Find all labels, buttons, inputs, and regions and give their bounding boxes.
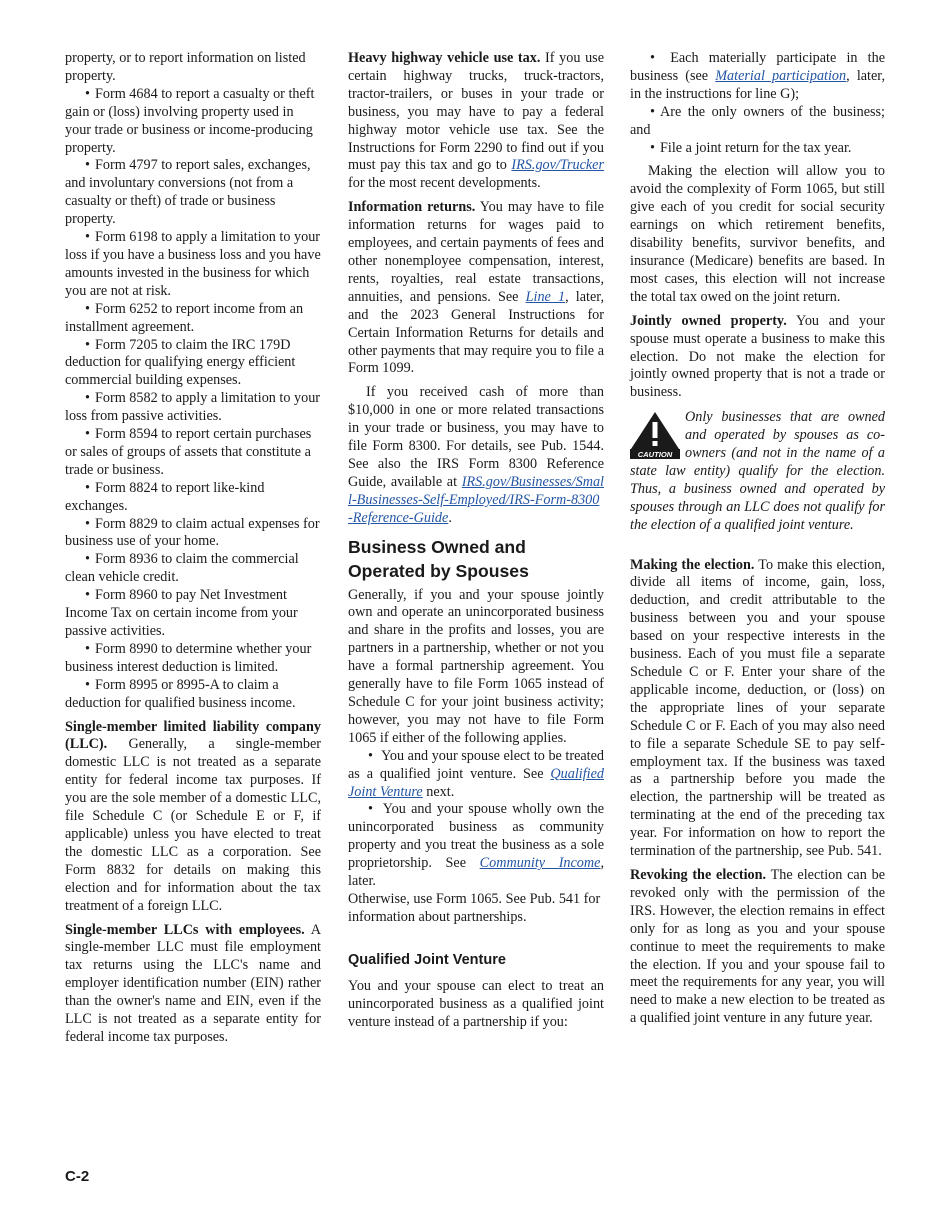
line-1-link[interactable]: Line 1 — [525, 288, 566, 305]
community-income-link[interactable]: Community Income — [479, 855, 601, 872]
list-item: • Form 4797 to report sales, exchanges, and involuntary conversions (not from a casualty or theft) of trade or business property. — [65, 157, 321, 229]
form-8300-guide-link[interactable]: IRS.gov/Businesses/Small-Businesses-Self-Employed/IRS-Form-8300-Reference-Guide — [348, 473, 604, 526]
irs-trucker-link[interactable]: IRS.gov/Trucker — [511, 157, 604, 174]
subsection-heading-qjv: Qualified Joint Venture — [348, 951, 506, 968]
list-item: • Form 8960 to pay Net Investment Income Tax on certain income from your passive activities. — [65, 587, 321, 641]
information-returns-paragraph — [348, 199, 604, 378]
list-item-text: You and your spouse elect to be treated as a qualified joint venture. See — [348, 747, 604, 782]
list-item: • Form 8582 to apply a limitation to your loss from passive activities. — [65, 390, 321, 426]
qjv-paragraph: You and your spouse can elect to treat an unincorporated business as a qualified joint venture instead of a partnership if you: — [348, 977, 604, 1030]
highway-tax-label: Heavy highway vehicle use tax. — [348, 50, 541, 66]
cash-paragraph — [348, 384, 604, 527]
caution-icon-label: CAUTION — [637, 450, 673, 460]
list-item — [348, 801, 604, 891]
llc-employees-text: A single-member LLC must file employment tax returns using the LLC's name and employer identification number (EIN) rather than the owner's name and EIN, even if the LLC is not treated as a separate entity for federal income tax purposes. — [65, 921, 322, 1045]
column-middle — [348, 50, 604, 1038]
making-election-paragraph — [630, 557, 885, 861]
llc-employees-label: Single-member LLCs with employees. — [65, 921, 305, 938]
spouses-paragraph: Generally, if you and your spouse jointly own and operate an unincorporated business and share in the profits and losses, you are partners in a partnership, whether or not you have a formal partnership agreement. You generally have to file Form 1065 instead of Schedule C for your joint business activity; however, you may not have to file Form 1065 if either of the following applies. — [348, 586, 604, 746]
list-item: • Form 7205 to claim the IRC 179D deduction for qualifying energy efficient commercial building expenses. — [65, 337, 321, 391]
llc-text: Generally, a single-member domestic LLC is not treated as a separate entity for federal income tax purposes. If you are the sole member of a domestic LLC, file Schedule C (or Schedule E or F, if applicable) unless you have elected to treat the domestic LLC as a corporation. See Form 8832 for details on making this election and for information about the tax treatment of a foreign LLC. — [65, 736, 322, 914]
revoking-election-label: Revoking the election. — [630, 866, 767, 883]
otherwise-paragraph: Otherwise, use Form 1065. See Pub. 541 for information about partnerships. — [348, 890, 601, 925]
information-returns-label: Information returns. — [348, 199, 476, 216]
llc-employees-paragraph — [65, 922, 321, 1047]
list-item — [630, 50, 885, 104]
list-item: • Form 6198 to apply a limitation to your loss if you have a business loss and you have amounts invested in the business for which you are not at risk. — [65, 229, 321, 301]
list-item-text: Each materially participate in the business (see — [630, 50, 886, 84]
making-election-text: To make this election, divide all items of income, gain, loss, deduction, and credit attributable to the business between you and your spouse based on your respective interests in the business. Each of you must file a separate Schedule C or F. Enter your share of the applicable income, deduction, or (loss) on the appropriate lines of your separate Schedule C or F. Each of you may also need to file a separate Schedule SE to pay self-employment tax. If the business was taxed as a partnership before you made the election, the partnership will be treated as terminating at the end of the preceding tax year. For information on how to report the termination of the partnership, see Pub. 541. — [630, 556, 885, 860]
section-heading-spouses: Business Owned and Operated by Spouses — [348, 536, 529, 581]
llc-label: Single-member limited liability company (LLC). — [65, 718, 321, 753]
information-returns-text-end: , later, and the 2023 General Instructions for Certain Information Returns for details and other payments that may require you to file a Form 1099. — [348, 288, 604, 377]
highway-tax-text: If you use certain highway trucks, truck-tractors, tractor-trailers, or buses in your trade or business, you may have to pay a federal highway motor vehicle use tax. See the Instructions for Form 2290 to find out if you must pay this tax and go to — [348, 50, 604, 174]
list-item — [348, 748, 604, 802]
list-item: • Form 8936 to claim the commercial clean vehicle credit. — [65, 551, 321, 587]
page-number: C-2 — [65, 1168, 90, 1185]
list-item: • Form 4684 to report a casualty or theft gain or (loss) involving property used in your trade or business or income-producing property. — [65, 86, 321, 158]
revoking-election-text: The election can be revoked only with the permission of the IRS. However, the election remains in effect only for as long as you and your spouse continue to meet the requirements to make the election. If you and your spouse fail to meet the requirements for any year, you will need to make a new election to be treated as a qualified joint venture in any future year. — [630, 866, 885, 1027]
jointly-owned-label: Jointly owned property. — [630, 312, 787, 329]
making-election-label: Making the election. — [630, 556, 755, 573]
intro-text: property, or to report information on listed property. — [65, 50, 306, 84]
information-returns-text: You may have to file information returns for wages paid to employees, and certain payments of fees and other nonemployee compensation, interest, rents, royalties, real estate transactions, annuities, and pensions. See — [348, 199, 604, 305]
list-item-text-end: next. — [426, 783, 455, 800]
column-right — [630, 50, 885, 1034]
list-item: • Form 8594 to report certain purchases or sales of groups of assets that constitute a trade or business. — [65, 426, 321, 480]
caution-note — [630, 409, 885, 534]
list-item: • Form 8995 or 8995-A to claim a deduction for qualified business income. — [65, 677, 321, 713]
highway-tax-paragraph — [348, 50, 604, 193]
list-item-text-end: , later. — [348, 855, 604, 890]
material-participation-link[interactable]: Material participation — [715, 67, 847, 84]
cash-text: If you received cash of more than $10,000 in one or more related transactions in your trade or business, you may have to file Form 8300. For details, see Pub. 1544. See also the IRS Form 8300 Reference Guide, available at — [348, 384, 604, 490]
election-benefits-paragraph: Making the election will allow you to avoid the complexity of Form 1065, but still give each of you credit for social security earnings on which retirement benefits, disability benefits, survivor benefits, and insurance (Medicare) benefits are based. In most cases, this election will not increase the total tax owed on the joint return. — [630, 163, 885, 305]
revoking-election-paragraph — [630, 867, 885, 1028]
column-left — [65, 50, 321, 1053]
list-item: • Form 6252 to report income from an installment agreement. — [65, 301, 321, 337]
list-item: • Form 8829 to claim actual expenses for business use of your home. — [65, 516, 321, 552]
list-item: • Form 8990 to determine whether your business interest deduction is limited. — [65, 641, 321, 677]
list-item: • File a joint return for the tax year. — [630, 140, 885, 158]
caution-text: Only businesses that are owned and operated by spouses as co-owners (and not in the name of a state law entity) qualify for the election. Thus, a business owned and operated by spouses through an LLC does not qualify for the election of a qualified joint venture. — [630, 409, 885, 533]
list-item: • Are the only owners of the business; and — [630, 104, 885, 140]
jointly-owned-paragraph — [630, 313, 885, 403]
highway-tax-text-end: for the most recent developments. — [348, 175, 541, 192]
llc-paragraph — [65, 719, 321, 916]
cash-text-end: . — [448, 509, 452, 526]
qualified-joint-venture-link[interactable]: Qualified Joint Venture — [348, 765, 604, 800]
list-item: • Form 8824 to report like-kind exchanges. — [65, 480, 321, 516]
jointly-owned-text: You and your spouse must operate a business to make this election. Do not make the election for jointly owned property that is not a trade or business. — [630, 312, 885, 401]
list-item-text: You and your spouse wholly own the unincorporated business as community property and you treat the business as a sole proprietorship. See — [348, 801, 604, 872]
list-item-text-end: , later, in the instructions for line G); — [630, 67, 885, 102]
caution-icon — [630, 411, 680, 459]
